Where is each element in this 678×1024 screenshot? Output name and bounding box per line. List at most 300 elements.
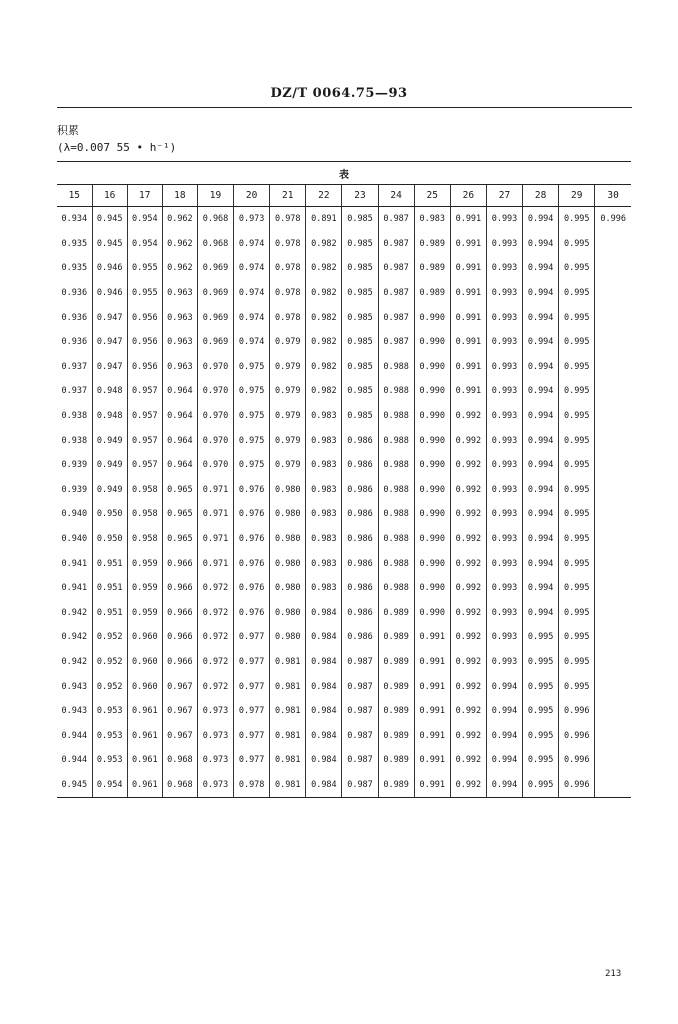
- table-cell: 0.991: [414, 625, 450, 650]
- table-cell: 0.994: [523, 355, 559, 380]
- table-cell: 0.952: [92, 650, 127, 675]
- table-cell: 0.965: [162, 527, 197, 552]
- table-cell: 0.985: [342, 305, 378, 330]
- table-cell: 0.971: [197, 502, 233, 527]
- table-row: [57, 453, 631, 478]
- table-cell: 0.989: [378, 748, 414, 773]
- table-cell: 0.972: [197, 576, 233, 601]
- table-cell: 0.986: [342, 453, 378, 478]
- table-cell: 0.967: [162, 674, 197, 699]
- table-cell: 0.963: [162, 355, 197, 380]
- table-cell: 0.993: [486, 502, 522, 527]
- table-cell: 0.984: [306, 773, 342, 798]
- table-cell: 0.955: [127, 281, 162, 306]
- table-cell: 0.946: [92, 256, 127, 281]
- table-cell: 0.988: [378, 527, 414, 552]
- table-cell: 0.972: [197, 674, 233, 699]
- table-cell: 0.996: [595, 207, 631, 232]
- table-cell: 0.981: [270, 650, 306, 675]
- table-cell: 0.983: [306, 428, 342, 453]
- table-cell: 0.962: [162, 207, 197, 232]
- table-cell: 0.995: [559, 502, 595, 527]
- table-cell: 0.989: [414, 232, 450, 257]
- table-cell: 0.981: [270, 723, 306, 748]
- table-cell: 0.991: [414, 674, 450, 699]
- table-cell: 0.995: [559, 404, 595, 429]
- table-cell: 0.993: [486, 256, 522, 281]
- table-cell: 0.955: [127, 256, 162, 281]
- table-cell: 0.993: [486, 355, 522, 380]
- table-cell: 0.973: [197, 748, 233, 773]
- table-cell: 0.979: [270, 355, 306, 380]
- table-cell: 0.964: [162, 428, 197, 453]
- column-header: 17: [127, 185, 162, 207]
- table-cell: 0.991: [450, 379, 486, 404]
- table-cell: 0.995: [559, 650, 595, 675]
- table-cell: 0.983: [306, 551, 342, 576]
- table-cell: 0.973: [197, 773, 233, 798]
- table-cell: 0.993: [486, 379, 522, 404]
- table-cell: 0.982: [306, 281, 342, 306]
- table-cell: 0.985: [342, 256, 378, 281]
- table-cell: 0.995: [559, 207, 595, 232]
- table-cell: 0.984: [306, 674, 342, 699]
- table-cell: 0.942: [61, 607, 88, 618]
- table-cell: 0.985: [342, 207, 378, 232]
- table-cell: 0.940: [61, 534, 88, 545]
- table-cell: 0.968: [162, 773, 197, 798]
- table-cell: 0.991: [450, 232, 486, 257]
- table-cell: 0.985: [342, 330, 378, 355]
- table-cell: 0.979: [270, 404, 306, 429]
- table-cell: 0.959: [127, 551, 162, 576]
- table-cell: 0.980: [270, 502, 306, 527]
- column-header: 15: [57, 185, 92, 207]
- table-cell: 0.986: [342, 576, 378, 601]
- table-cell: 0.988: [378, 379, 414, 404]
- table-cell: 0.994: [523, 232, 559, 257]
- table-cell: 0.982: [306, 330, 342, 355]
- table-cell: 0.992: [450, 773, 486, 798]
- table-super-header: 表: [57, 162, 631, 185]
- table-cell: 0.991: [450, 256, 486, 281]
- table-cell: 0.990: [414, 478, 450, 503]
- table-cell: 0.966: [162, 601, 197, 626]
- table-cell: 0.990: [414, 453, 450, 478]
- table-row: [57, 551, 631, 576]
- table-cell: 0.960: [127, 625, 162, 650]
- table-cell: [595, 674, 631, 699]
- table-cell: 0.938: [61, 411, 88, 422]
- table-cell: 0.959: [127, 601, 162, 626]
- table-cell: 0.981: [270, 748, 306, 773]
- table-cell: 0.989: [378, 773, 414, 798]
- table-cell: 0.936: [61, 337, 88, 348]
- table-cell: 0.993: [486, 601, 522, 626]
- table-cell: 0.953: [92, 723, 127, 748]
- table-cell: 0.954: [92, 773, 127, 798]
- table-cell: 0.943: [61, 681, 88, 692]
- table-cell: 0.988: [378, 355, 414, 380]
- table-cell: 0.991: [414, 773, 450, 798]
- table-cell: 0.995: [559, 601, 595, 626]
- column-header: 30: [595, 185, 631, 207]
- table-cell: 0.995: [523, 723, 559, 748]
- table-cell: 0.942: [61, 632, 88, 643]
- column-header: 26: [450, 185, 486, 207]
- table-cell: 0.982: [306, 232, 342, 257]
- table-cell: 0.994: [523, 453, 559, 478]
- table-cell: 0.990: [414, 355, 450, 380]
- table-cell: 0.979: [270, 428, 306, 453]
- table-cell: 0.990: [414, 404, 450, 429]
- table-cell: 0.987: [342, 674, 378, 699]
- table-cell: 0.978: [270, 232, 306, 257]
- table-cell: 0.994: [523, 478, 559, 503]
- table-cell: 0.993: [486, 478, 522, 503]
- table-row: [57, 502, 631, 527]
- table-cell: 0.990: [414, 502, 450, 527]
- table-cell: 0.980: [270, 478, 306, 503]
- table-cell: 0.956: [127, 330, 162, 355]
- table-cell: 0.964: [162, 379, 197, 404]
- table-cell: 0.995: [523, 699, 559, 724]
- table-cell: 0.969: [197, 305, 233, 330]
- table-cell: 0.985: [342, 355, 378, 380]
- table-row: [57, 748, 631, 773]
- table-cell: [595, 601, 631, 626]
- column-header: 22: [306, 185, 342, 207]
- table-cell: 0.965: [162, 478, 197, 503]
- table-cell: 0.980: [270, 601, 306, 626]
- table-cell: 0.987: [378, 330, 414, 355]
- table-cell: 0.957: [127, 404, 162, 429]
- column-header: 27: [486, 185, 522, 207]
- table-cell: 0.950: [92, 502, 127, 527]
- table-cell: 0.985: [342, 281, 378, 306]
- table-cell: 0.978: [234, 773, 270, 798]
- table-cell: 0.995: [523, 650, 559, 675]
- table-cell: 0.980: [270, 551, 306, 576]
- table-cell: 0.980: [270, 576, 306, 601]
- table-row: [57, 428, 631, 453]
- column-header: 24: [378, 185, 414, 207]
- table-cell: 0.960: [127, 674, 162, 699]
- table-cell: 0.991: [450, 330, 486, 355]
- table-cell: 0.992: [450, 453, 486, 478]
- table-cell: 0.980: [270, 527, 306, 552]
- table-cell: 0.994: [523, 305, 559, 330]
- header-rule: [57, 107, 632, 108]
- table-cell: 0.984: [306, 699, 342, 724]
- table-cell: 0.994: [523, 379, 559, 404]
- table-cell: 0.935: [61, 263, 88, 274]
- table-cell: 0.996: [559, 699, 595, 724]
- table-cell: 0.983: [306, 478, 342, 503]
- table-cell: 0.974: [234, 256, 270, 281]
- table-cell: 0.958: [127, 527, 162, 552]
- table-cell: 0.993: [486, 527, 522, 552]
- table-cell: 0.993: [486, 453, 522, 478]
- table-cell: 0.987: [342, 773, 378, 798]
- table-cell: 0.991: [414, 699, 450, 724]
- table-cell: 0.993: [486, 551, 522, 576]
- table-cell: 0.963: [162, 281, 197, 306]
- table-cell: 0.966: [162, 625, 197, 650]
- table-cell: [595, 773, 631, 798]
- table-cell: 0.962: [162, 232, 197, 257]
- table-cell: 0.992: [450, 404, 486, 429]
- table-cell: 0.957: [127, 453, 162, 478]
- table-cell: 0.977: [234, 674, 270, 699]
- table-cell: 0.992: [450, 601, 486, 626]
- table-cell: [595, 625, 631, 650]
- table-cell: 0.995: [559, 330, 595, 355]
- table-body: [57, 207, 631, 798]
- table-cell: 0.944: [61, 730, 88, 741]
- table-cell: 0.995: [559, 355, 595, 380]
- table-cell: 0.988: [378, 576, 414, 601]
- table-cell: 0.989: [378, 723, 414, 748]
- table-cell: 0.891: [306, 207, 342, 232]
- table-cell: 0.982: [306, 256, 342, 281]
- table-cell: 0.988: [378, 404, 414, 429]
- table-cell: 0.951: [92, 551, 127, 576]
- table-cell: 0.970: [197, 355, 233, 380]
- table-cell: 0.992: [450, 674, 486, 699]
- table-cell: 0.978: [270, 256, 306, 281]
- table-cell: [595, 576, 631, 601]
- table-cell: 0.978: [270, 281, 306, 306]
- table-cell: 0.987: [378, 207, 414, 232]
- table-cell: 0.994: [523, 551, 559, 576]
- table-cell: 0.961: [127, 723, 162, 748]
- table-cell: 0.988: [378, 478, 414, 503]
- table-cell: [595, 551, 631, 576]
- table-cell: [595, 355, 631, 380]
- table-cell: 0.988: [378, 428, 414, 453]
- table-cell: 0.977: [234, 699, 270, 724]
- table-row: [57, 576, 631, 601]
- table-cell: 0.995: [559, 551, 595, 576]
- table-cell: 0.988: [378, 551, 414, 576]
- table-cell: 0.987: [342, 699, 378, 724]
- table-cell: 0.975: [234, 453, 270, 478]
- table-cell: 0.994: [486, 723, 522, 748]
- table-cell: 0.966: [162, 551, 197, 576]
- table-cell: 0.985: [342, 232, 378, 257]
- table-cell: 0.972: [197, 625, 233, 650]
- table-cell: 0.974: [234, 305, 270, 330]
- table-cell: 0.959: [127, 576, 162, 601]
- table-cell: 0.994: [523, 502, 559, 527]
- table-cell: 0.991: [450, 305, 486, 330]
- table-cell: [595, 650, 631, 675]
- column-header: 16: [92, 185, 127, 207]
- table-row: [57, 256, 631, 281]
- table-cell: 0.951: [92, 576, 127, 601]
- table-cell: [595, 502, 631, 527]
- table-cell: 0.975: [234, 428, 270, 453]
- table-cell: 0.946: [92, 281, 127, 306]
- table-cell: 0.995: [559, 305, 595, 330]
- table-cell: 0.969: [197, 281, 233, 306]
- table-row: [57, 625, 631, 650]
- table-cell: 0.976: [234, 478, 270, 503]
- table-cell: 0.976: [234, 551, 270, 576]
- table-cell: 0.944: [61, 755, 88, 766]
- table-cell: 0.992: [450, 723, 486, 748]
- table-cell: 0.961: [127, 699, 162, 724]
- table-cell: 0.971: [197, 527, 233, 552]
- table-cell: [595, 404, 631, 429]
- table-cell: 0.952: [92, 674, 127, 699]
- table-cell: 0.958: [127, 502, 162, 527]
- table-cell: 0.976: [234, 527, 270, 552]
- table-cell: 0.979: [270, 453, 306, 478]
- table-cell: 0.937: [61, 386, 88, 397]
- table-cell: 0.983: [306, 527, 342, 552]
- table-cell: 0.984: [306, 601, 342, 626]
- table-cell: 0.992: [450, 527, 486, 552]
- table-cell: 0.949: [92, 453, 127, 478]
- table-cell: 0.987: [378, 305, 414, 330]
- table-cell: 0.989: [378, 674, 414, 699]
- table-cell: 0.994: [523, 601, 559, 626]
- table-cell: 0.973: [234, 207, 270, 232]
- table-cell: 0.964: [162, 453, 197, 478]
- table-cell: 0.975: [234, 404, 270, 429]
- table-row: [57, 601, 631, 626]
- table-cell: 0.953: [92, 699, 127, 724]
- table-cell: 0.987: [378, 232, 414, 257]
- table-row: [57, 379, 631, 404]
- table-cell: [595, 428, 631, 453]
- table-cell: 0.986: [342, 502, 378, 527]
- table-cell: 0.968: [197, 207, 233, 232]
- table-cell: 0.951: [92, 601, 127, 626]
- table-row: [57, 207, 631, 232]
- column-header-row: [57, 185, 631, 207]
- table-cell: 0.970: [197, 404, 233, 429]
- table-cell: 0.970: [197, 453, 233, 478]
- table-cell: 0.977: [234, 748, 270, 773]
- table-cell: 0.936: [61, 288, 88, 299]
- table-row: [57, 650, 631, 675]
- table-cell: 0.968: [162, 748, 197, 773]
- table-cell: 0.948: [92, 404, 127, 429]
- table-row: [57, 699, 631, 724]
- table-cell: 0.941: [61, 558, 88, 569]
- table-cell: 0.983: [306, 453, 342, 478]
- table-cell: 0.938: [61, 435, 88, 446]
- table-cell: 0.990: [414, 305, 450, 330]
- table-cell: 0.967: [162, 699, 197, 724]
- table-cell: 0.993: [486, 232, 522, 257]
- table-cell: 0.995: [523, 773, 559, 798]
- table-cell: 0.992: [450, 428, 486, 453]
- table-cell: 0.975: [234, 379, 270, 404]
- table-cell: 0.992: [450, 576, 486, 601]
- table-row: [57, 723, 631, 748]
- table-cell: 0.990: [414, 428, 450, 453]
- table-cell: 0.953: [92, 748, 127, 773]
- table-cell: 0.984: [306, 723, 342, 748]
- table-cell: 0.947: [92, 305, 127, 330]
- table-cell: 0.988: [378, 502, 414, 527]
- column-header: 19: [197, 185, 233, 207]
- table-cell: 0.976: [234, 576, 270, 601]
- table-cell: 0.992: [450, 748, 486, 773]
- table-cell: 0.991: [450, 355, 486, 380]
- table-cell: 0.941: [61, 583, 88, 594]
- table-cell: [595, 699, 631, 724]
- table-cell: 0.993: [486, 576, 522, 601]
- table-cell: 0.945: [92, 207, 127, 232]
- table-cell: 0.992: [450, 625, 486, 650]
- table-cell: 0.992: [450, 478, 486, 503]
- table-cell: 0.971: [197, 551, 233, 576]
- table-cell: 0.986: [342, 478, 378, 503]
- table-cell: 0.994: [486, 773, 522, 798]
- table-cell: 0.950: [92, 527, 127, 552]
- table-cell: 0.972: [197, 601, 233, 626]
- table-cell: [595, 527, 631, 552]
- table-cell: 0.994: [523, 330, 559, 355]
- table-cell: 0.996: [559, 773, 595, 798]
- table-row: [57, 478, 631, 503]
- table-cell: [595, 305, 631, 330]
- table-cell: 0.979: [270, 330, 306, 355]
- table-cell: 0.986: [342, 527, 378, 552]
- table-cell: 0.987: [342, 723, 378, 748]
- table-cell: 0.994: [523, 576, 559, 601]
- table-cell: 0.988: [378, 453, 414, 478]
- table-cell: 0.993: [486, 625, 522, 650]
- table-cell: 0.986: [342, 625, 378, 650]
- table-cell: 0.949: [92, 428, 127, 453]
- table-cell: 0.956: [127, 355, 162, 380]
- table-cell: 0.989: [378, 699, 414, 724]
- table-cell: 0.995: [559, 428, 595, 453]
- table-cell: 0.994: [523, 281, 559, 306]
- table-cell: 0.956: [127, 305, 162, 330]
- table-cell: 0.993: [486, 281, 522, 306]
- table-cell: 0.962: [162, 256, 197, 281]
- table-cell: 0.983: [306, 502, 342, 527]
- table-row: [57, 527, 631, 552]
- table-cell: 0.948: [92, 379, 127, 404]
- table-cell: 0.939: [61, 460, 88, 471]
- column-header: 29: [559, 185, 595, 207]
- table-cell: 0.969: [197, 256, 233, 281]
- column-header: 21: [270, 185, 306, 207]
- table-cell: 0.984: [306, 748, 342, 773]
- table-title-label: 积累: [57, 124, 79, 137]
- table-cell: 0.954: [127, 207, 162, 232]
- table-cell: 0.994: [486, 674, 522, 699]
- table-cell: 0.987: [342, 650, 378, 675]
- table-cell: 0.977: [234, 625, 270, 650]
- table-cell: 0.981: [270, 674, 306, 699]
- column-header: 23: [342, 185, 378, 207]
- table-cell: 0.937: [61, 361, 88, 372]
- table-row: [57, 355, 631, 380]
- table-cell: 0.995: [559, 527, 595, 552]
- table-cell: 0.991: [414, 650, 450, 675]
- table-cell: 0.992: [450, 699, 486, 724]
- table-cell: 0.996: [559, 748, 595, 773]
